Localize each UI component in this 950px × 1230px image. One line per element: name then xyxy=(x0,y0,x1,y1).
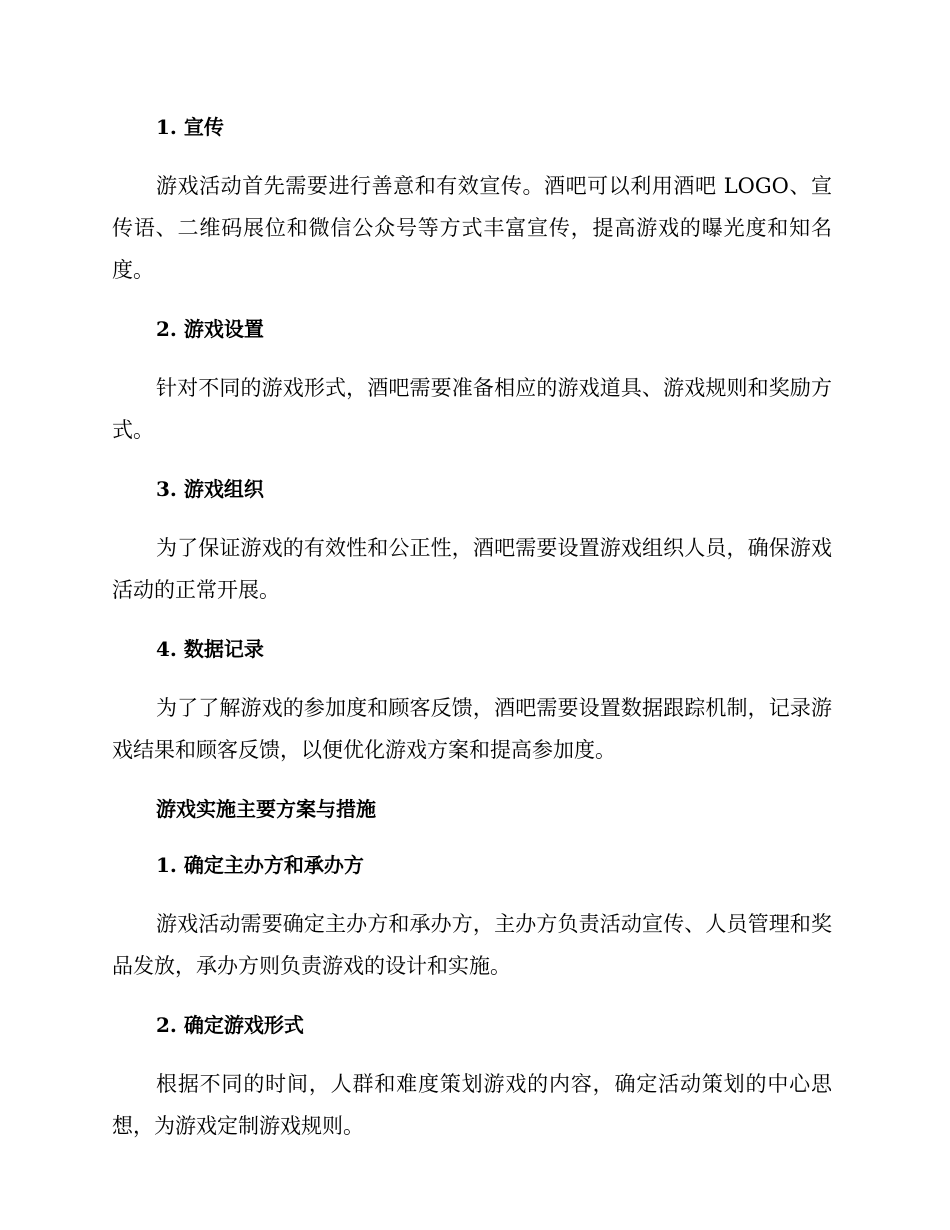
section-heading-game-setup: 2. 游戏设置 xyxy=(156,317,264,341)
paragraph-game-setup: 针对不同的游戏形式，酒吧需要准备相应的游戏道具、游戏规则和奖励方式。 xyxy=(112,376,832,442)
section-heading-publicity: 1. 宣传 xyxy=(156,115,224,139)
paragraph-organizers: 游戏活动需要确定主办方和承办方，主办方负责活动宣传、人员管理和奖品发放，承办方则负责游戏的设计和实施。 xyxy=(112,912,832,978)
paragraph-game-format: 根据不同的时间，人群和难度策划游戏的内容，确定活动策划的中心思想，为游戏定制游戏规则。 xyxy=(112,1072,832,1138)
section-heading-game-format: 2. 确定游戏形式 xyxy=(156,1013,304,1037)
paragraph-data-recording: 为了了解游戏的参加度和顾客反馈，酒吧需要设置数据跟踪机制，记录游戏结果和顾客反馈，以便优化游戏方案和提高参加度。 xyxy=(112,696,832,762)
paragraph-publicity: 游戏活动首先需要进行善意和有效宣传。酒吧可以利用酒吧 LOGO、宣传语、二维码展位和微信公众号等方式丰富宣传，提高游戏的曝光度和知名度。 xyxy=(112,174,832,282)
section-heading-data-recording: 4. 数据记录 xyxy=(156,637,264,661)
document-body xyxy=(112,112,832,1147)
section-heading-organizers: 1. 确定主办方和承办方 xyxy=(156,853,364,877)
paragraph-game-organization: 为了保证游戏的有效性和公正性，酒吧需要设置游戏组织人员，确保游戏活动的正常开展。 xyxy=(112,536,832,602)
section-heading-game-organization: 3. 游戏组织 xyxy=(156,477,264,501)
section-heading-implementation: 游戏实施主要方案与措施 xyxy=(156,797,376,821)
